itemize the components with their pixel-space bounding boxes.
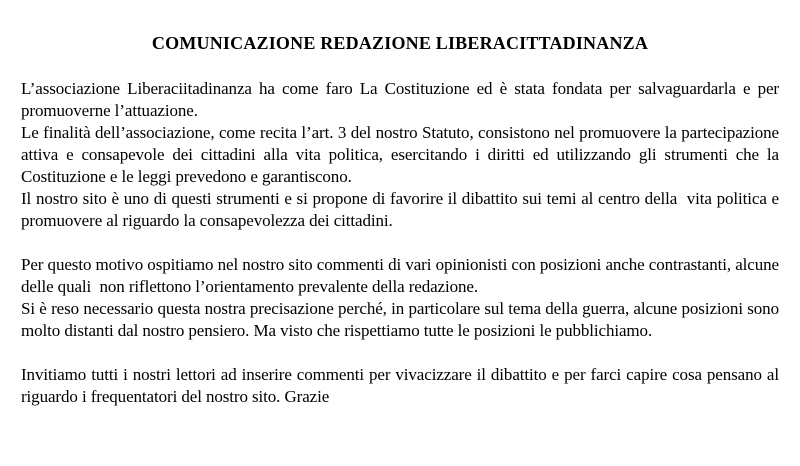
- paragraph-opinions-hosted: Per questo motivo ospitiamo nel nostro sito commenti di vari opinionisti con posizioni anche contrastanti, alcune delle quali non riflettono l’orientamento prevalente della redazione.: [21, 255, 784, 296]
- paragraph-invitation-comments: Invitiamo tutti i nostri lettori ad inserire commenti per vivacizzare il dibattito e per farci capire cosa pensano al riguardo i frequentatori del nostro sito. Grazie: [21, 365, 784, 406]
- paragraph-clarification-war: Si è reso necessario questa nostra precisazione perché, in particolare sul tema della guerra, alcune posizioni sono molto distanti dal nostro pensiero. Ma visto che rispettiamo tutte le posizioni le pubblichiamo.: [21, 299, 788, 340]
- document-body: [21, 78, 788, 408]
- paragraph-association-foundation: L’associazione Liberaciitadinanza ha come faro La Costituzione ed è stata fondata per salvaguardarla e per promuoverne l’attuazione.: [21, 79, 784, 120]
- paragraph-statute-goals: Le finalità dell’associazione, come recita l’art. 3 del nostro Statuto, consistono nel promuovere la partecipazione attiva e consapevole dei cittadini alla vita politica, esercitando i diritti ed utilizzando gli strumenti che la Costituzione e le leggi prevedono e garantiscono.: [21, 123, 784, 186]
- paragraph-site-purpose: Il nostro sito è uno di questi strumenti e si propone di favorire il dibattito sui temi al centro della vita politica e promuovere al riguardo la consapevolezza dei cittadini.: [21, 189, 784, 230]
- document-title: COMUNICAZIONE REDAZIONE LIBERACITTADINANZA: [151, 33, 649, 53]
